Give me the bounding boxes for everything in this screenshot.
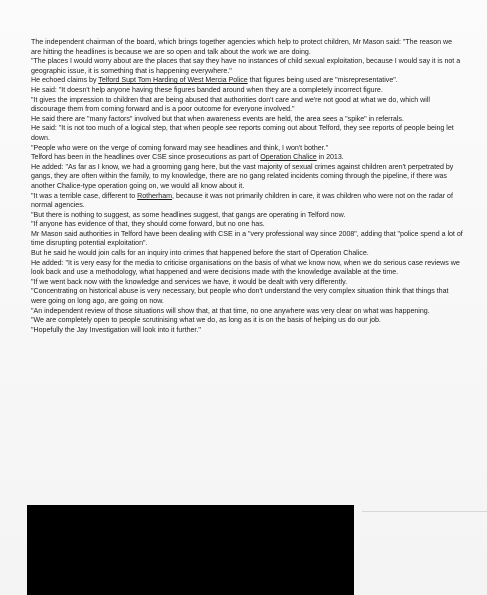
paragraph: "An independent review of those situations will show that, at that time, no one anywhere was very clear on what was happening. bbox=[31, 306, 430, 315]
paragraph: He added: "As far as I know, we had a grooming gang here, but the vast majority of sexual crimes against children aren't perpetrated by gangs, they are often within the family, to my knowledge, there are no gang related incidents coming through the pipeline, if there was another Chalice-type operation going on, we would all know about it. bbox=[31, 162, 454, 190]
paragraph: "It gives the impression to children that are being abused that authorities don't care and we're not good at what we do, which will discourage them from coming forward and is a poor outcome for everyone involved." bbox=[31, 95, 430, 114]
paragraph bbox=[31, 153, 463, 163]
paragraph: "If we went back now with the knowledge and services we have, it would be dealt with very differently. bbox=[31, 277, 348, 286]
paragraph-text: in 2013. bbox=[316, 153, 344, 162]
paragraph-text: that figures being used are "misrepresentative". bbox=[247, 76, 398, 85]
divider-line bbox=[362, 511, 487, 512]
article-body bbox=[31, 38, 463, 335]
paragraph-text: , because it was not primarily children in care, it was children who were not on the radar of normal agencies. bbox=[31, 191, 453, 210]
paragraph: He said there are "many factors" involved but that when awareness events are held, the area sees a "spike" in referrals. bbox=[31, 114, 404, 123]
paragraph bbox=[31, 192, 463, 211]
paragraph: He said: "It doesn't help anyone having these figures banded around when they are a completely incorrect figure. bbox=[31, 85, 383, 94]
paragraph-text: He echoed claims by bbox=[31, 76, 99, 85]
paragraph: "If anyone has evidence of that, they should come forward, but no one has. bbox=[31, 220, 265, 229]
redaction-block bbox=[27, 505, 354, 595]
paragraph: "We are completely open to people scrutinising what we do, as long as it is on the basis of helping us do our job. bbox=[31, 316, 381, 325]
rotherham-link[interactable]: Rotherham bbox=[137, 191, 173, 200]
paragraph: He said: "It is not too much of a logical step, that when people see reports coming out about Telford, they see reports of people being let down. bbox=[31, 124, 454, 142]
paragraph: "The places I would worry about are the places that say they have no instances of child sexual exploitation, because I would say it is not a geographic issue, it is something that is happening everywhere." bbox=[31, 57, 461, 75]
paragraph-text: Telford has been in the headlines over CSE since prosecutions as part of bbox=[31, 153, 261, 162]
paragraph: But he said he would join calls for an inquiry into crimes that happened before the start of Operation Chalice. bbox=[31, 249, 369, 258]
paragraph: "But there is nothing to suggest, as some headlines suggest, that gangs are operating in Telford now. bbox=[31, 210, 346, 219]
harding-link[interactable]: Telford Supt Tom Harding of West Mercia Police bbox=[98, 76, 248, 85]
paragraph: Mr Mason said authorities in Telford have been dealing with CSE in a "very professional way since 2008", adding that "police spend a lot of time disrupting potential exploitation". bbox=[31, 229, 463, 248]
operation-chalice-link[interactable]: Operation Chalice bbox=[260, 153, 317, 162]
paragraph: "People who were on the verge of coming forward may see headlines and think, I won't bother." bbox=[31, 143, 329, 152]
paragraph: The independent chairman of the board, which brings together agencies which help to protect children, Mr Mason said: "The reason we are hitting the headlines is because we are so open and talk about the work we are doing. bbox=[31, 38, 453, 56]
paragraph: "Concentrating on historical abuse is very necessary, but people who don't understand the very complex situation think that things that were going on long ago, are going on now. bbox=[31, 287, 449, 306]
paragraph: "Hopefully the Jay Investigation will look into it further." bbox=[31, 325, 201, 334]
paragraph: He added: "It is very easy for the media to criticise organisations on the basis of what we know now, when we do serious case reviews we look back and use a methodology, what happened and were decisions made with the knowledge available at the time. bbox=[31, 258, 460, 277]
paragraph-text: "It was a terrible case, different to bbox=[31, 191, 138, 200]
paragraph bbox=[31, 76, 463, 86]
